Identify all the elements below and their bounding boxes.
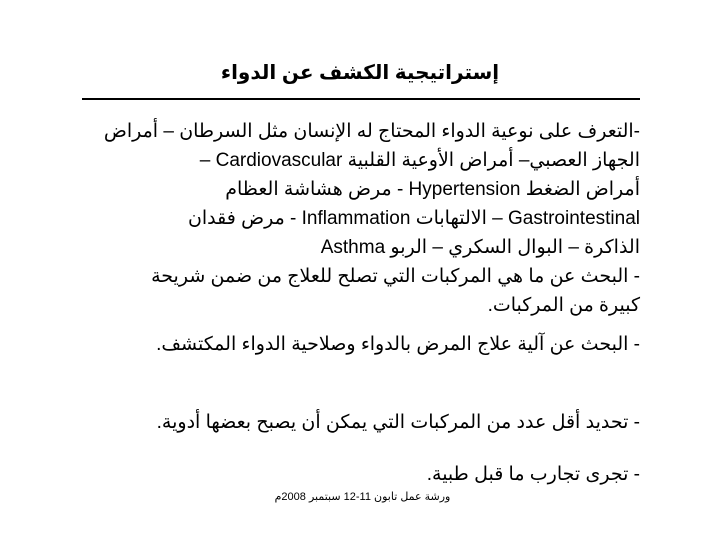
text-line: أمراض الضغط Hypertension - مرض هشاشة العظام (225, 179, 640, 200)
paragraph-mechanism (156, 330, 640, 359)
slide-footer: ورشة عمل تابون 11-12 سبتمبر 2008م (274, 491, 451, 503)
title-divider (82, 98, 640, 100)
slide-title: إستراتيجية الكشف عن الدواء (220, 62, 500, 84)
text-line: - تجرى تجارب ما قبل طبية. (426, 464, 640, 485)
text-line: الذاكرة – البوال السكري – الربو Asthma (320, 237, 640, 258)
text-line: الجهاز العصبي– أمراض الأوعية القلبية Cardiovascular – (199, 150, 640, 171)
text-line: - تحديد أقل عدد من المركبات التي يمكن أن يصبح بعضها أدوية. (156, 412, 640, 433)
text-line: Gastrointestinal – الالتهابات Inflammation - مرض فقدان (187, 208, 640, 229)
text-line: - البحث عن آلية علاج المرض بالدواء وصلاحية الدواء المكتشف. (156, 334, 640, 355)
text-line: -التعرف على نوعية الدواء المحتاج له الإنسان مثل السرطان – أمراض (103, 121, 640, 142)
paragraph-preclinical (427, 460, 640, 489)
text-line: كبيرة من المركبات. (487, 295, 640, 316)
paragraph-disease-targets (104, 117, 640, 320)
paragraph-compound-selection (157, 408, 640, 437)
text-line: - البحث عن ما هي المركبات التي تصلح للعلاج من ضمن شريحة (151, 266, 640, 287)
